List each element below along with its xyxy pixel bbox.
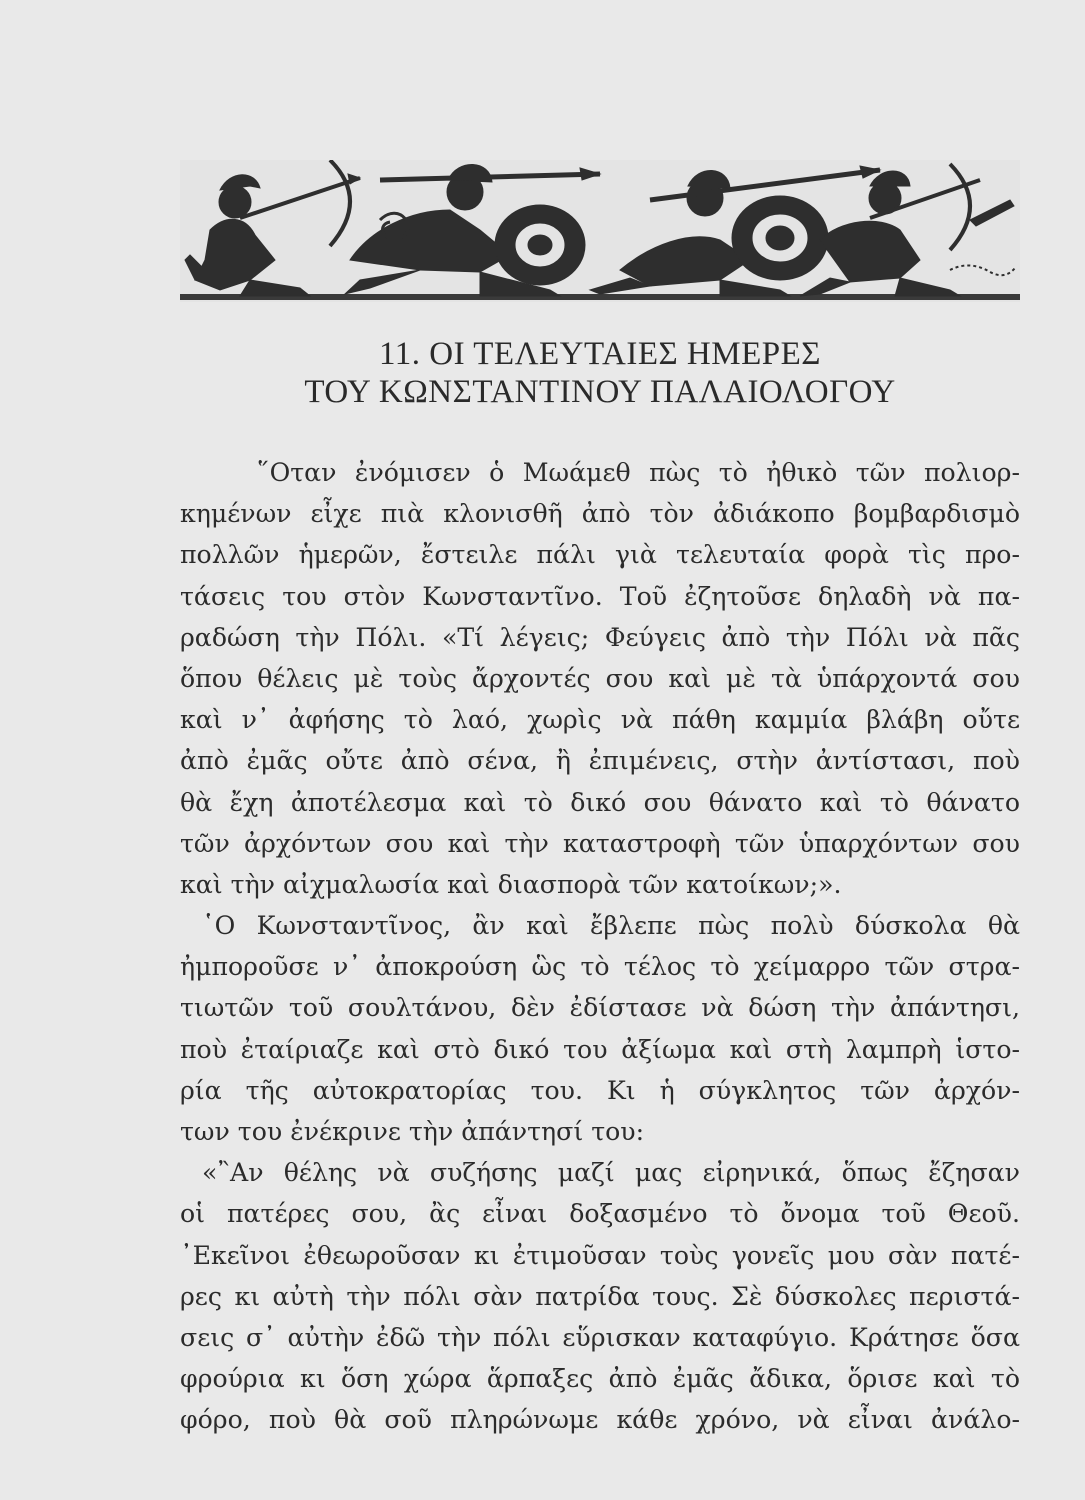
warriors-frieze-icon	[180, 160, 1020, 302]
text-line: φόρο, ποὺ θὰ σοῦ πληρώνωμε κάθε χρόνο, νὰ εἶναι ἀνάλο-	[180, 1405, 1020, 1435]
text-line: ποὺ ἐταίριαζε καὶ στὸ δικό του ἀξίωμα καὶ στὴ λαμπρὴ ἱστο-	[180, 1034, 1020, 1064]
text-line: «῍Αν θέλης νὰ συζήσης μαζί μας εἰρηνικά, ὅπως ἔζησαν	[202, 1158, 1020, 1188]
text-line: ὅπου θέλεις μὲ τοὺς ἄρχοντές σου καὶ μὲ τὰ ὑπάρχοντά σου	[180, 663, 1020, 693]
text-line: τάσεις του στὸν Κωνσταντῖνο. Τοῦ ἐζητοῦσε δηλαδὴ νὰ πα-	[180, 581, 1020, 611]
chapter-title-line-1: 11. ΟΙ ΤΕΛΕΥΤΑΙΕΣ ΗΜΕΡΕΣ	[379, 336, 821, 372]
text-line: οἱ πατέρες σου, ἂς εἶναι δοξασμένο τὸ ὄνομα τοῦ Θεοῦ.	[180, 1199, 1020, 1229]
text-line: ῞Οταν ἐνόμισεν ὁ Μωάμεθ πὼς τὸ ἠθικὸ τῶν πολιορ-	[257, 458, 1020, 487]
text-line: ἠμποροῦσε ν᾽ ἀποκρούση ὣς τὸ τέλος τὸ χείμαρρο τῶν στρα-	[180, 952, 1020, 982]
text-line: κημένων εἶχε πιὰ κλονισθῆ ἀπὸ τὸν ἀδιάκοπο βομβαρδισμὸ	[180, 499, 1020, 529]
text-line: ρες κι αὐτὴ τὴν πόλι σὰν πατρίδα τους. Σὲ δύσκολες περιστά-	[180, 1281, 1020, 1311]
text-line: τιωτῶν τοῦ σουλτάνου, δὲν ἐδίστασε νὰ δώση τὴν ἀπάντησι,	[180, 993, 1020, 1023]
text-line: ἀπὸ ἐμᾶς οὔτε ἀπὸ σένα, ἢ ἐπιμένεις, στὴν ἀντίστασι, ποὺ	[180, 746, 1020, 776]
text-line: των του ἐνέκρινε τὴν ἀπάντησί του:	[180, 1117, 645, 1146]
text-line: θὰ ἔχη ἀποτέλεσμα καὶ τὸ δικό σου θάνατο καὶ τὸ θάνατο	[180, 787, 1020, 817]
text-line: καὶ ν᾽ ἀφήσης τὸ λαό, χωρὶς νὰ πάθη καμμία βλάβη οὔτε	[180, 705, 1020, 735]
text-line: ᾽Εκεῖνοι ἐθεωροῦσαν κι ἐτιμοῦσαν τοὺς γονεῖς μου σὰν πατέ-	[180, 1240, 1020, 1270]
text-line: πολλῶν ἡμερῶν, ἔστειλε πάλι γιὰ τελευταία φορὰ τὶς προ-	[180, 540, 1020, 570]
text-line: σεις σ᾽ αὐτὴν ἐδῶ τὴν πόλι εὕρισκαν καταφύγιο. Κράτησε ὅσα	[180, 1322, 1020, 1352]
chapter-title-line-2: ΤΟΥ ΚΩΝΣΤΑΝΤΙΝΟΥ ΠΑΛΑΙΟΛΟΓΟΥ	[304, 374, 896, 410]
text-line: καὶ τὴν αἰχμαλωσία καὶ διασπορὰ τῶν κατοίκων;».	[180, 869, 842, 899]
text-line: ρία τῆς αὐτοκρατορίας του. Κι ἡ σύγκλητος τῶν ἀρχόν-	[180, 1075, 1020, 1105]
text-line: ῾Ο Κωνσταντῖνος, ἂν καὶ ἔβλεπε πὼς πολὺ δύσκολα θὰ	[202, 911, 1020, 941]
text-line: φρούρια κι ὅση χώρα ἅρπαξες ἀπὸ ἐμᾶς ἄδικα, ὅρισε καὶ τὸ	[180, 1364, 1020, 1394]
text-line: τῶν ἀρχόντων σου καὶ τὴν καταστροφὴ τῶν ὑπαρχόντων σου	[180, 828, 1020, 858]
body-text	[180, 452, 1020, 1441]
text-line: ραδώση τὴν Πόλι. «Τί λέγεις; Φεύγεις ἀπὸ τὴν Πόλι νὰ πᾶς	[180, 622, 1020, 652]
